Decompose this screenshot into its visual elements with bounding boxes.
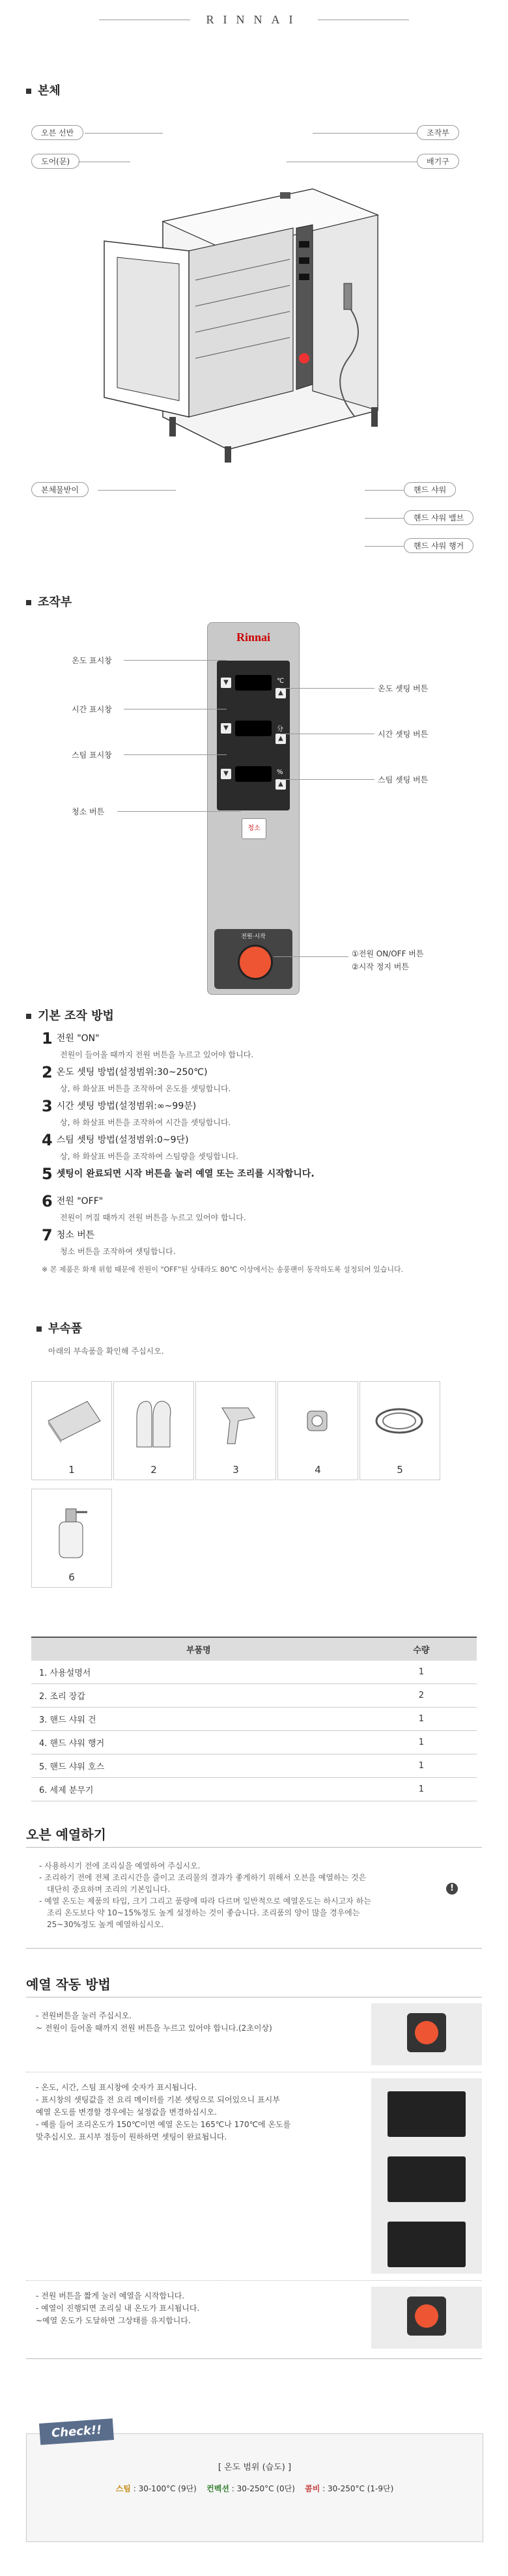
check-combi-value: : 30-250°C (1-9단): [320, 2484, 394, 2493]
table-row: [31, 1778, 477, 1801]
step-title: 스팀 셋팅 방법(설정범위:0~9단): [56, 1135, 189, 1145]
cell-qty: 1: [366, 1708, 477, 1731]
leader-line: [274, 956, 348, 957]
section-bullet: [26, 89, 31, 94]
panel-logo: Rinnai: [236, 631, 271, 644]
leader-line: [365, 546, 404, 547]
header-quantity: 수량: [366, 1637, 477, 1661]
operation-line: - 예열이 진행되면 조리실 내 온도가 표시됩니다.: [36, 2304, 200, 2313]
leader-line: [313, 133, 417, 134]
step-6: [42, 1192, 246, 1223]
step-7: [42, 1226, 176, 1257]
operation-image-start: [371, 2287, 482, 2349]
accessory-number: 2: [150, 1464, 157, 1476]
operation-step-1: [36, 2010, 361, 2035]
glove-icon: [114, 1382, 193, 1460]
divider: [26, 1948, 482, 1949]
callout-oven-shelf: 오븐 선반: [31, 125, 83, 140]
panel-display-area: [217, 661, 290, 810]
cell-qty: 1: [366, 1778, 477, 1801]
start-mini-button[interactable]: [415, 2304, 438, 2328]
check-conv-value: : 30-250°C (0단): [229, 2484, 295, 2493]
steam-unit: %: [277, 769, 283, 776]
step-title: 시간 셋팅 방법(설정범위:∞~99분): [56, 1101, 197, 1111]
check-ranges: [27, 2483, 483, 2494]
table-row: [31, 1708, 477, 1731]
oven-illustration: [98, 111, 410, 463]
operation-line: - 전원 버튼을 짧게 눌러 예열을 시작합니다.: [36, 2291, 185, 2300]
leader-line: [117, 811, 241, 812]
leader-line: [85, 133, 163, 134]
step-2: [42, 1063, 231, 1094]
check-title: [ 온도 범위 (습도) ]: [218, 2463, 292, 2472]
label-steam-button: 스팀 셋팅 버튼: [378, 775, 429, 784]
operation-step-3: [36, 2290, 361, 2327]
steam-down-button[interactable]: ▼: [221, 769, 231, 779]
step-title: 셋팅이 완료되면 시작 버튼을 눌러 예열 또는 조리를 시작합니다.: [56, 1169, 315, 1179]
callout-door: 도어(문): [31, 154, 79, 169]
hose-icon: [360, 1382, 440, 1460]
power-mini-button[interactable]: [415, 2021, 438, 2044]
step-sub: 청소 버튼을 조작하여 셋팅합니다.: [60, 1247, 176, 1256]
section-operation-title: 예열 작동 방법: [26, 1977, 111, 1992]
accessory-1: [31, 1381, 112, 1480]
cell-part: 2. 조리 장갑: [31, 1684, 366, 1708]
accessory-6: [31, 1489, 112, 1588]
table-row: [31, 1731, 477, 1754]
power-button[interactable]: [238, 945, 273, 980]
accessories-subtitle: 아래의 부속품을 확인해 주십시오.: [48, 1347, 164, 1356]
preheat-line: 25~30%정도 높게 예열하십시오.: [47, 1920, 164, 1929]
section-bullet: [36, 1326, 42, 1332]
check-badge: Check!!: [39, 2418, 114, 2445]
steam-display: [235, 766, 272, 782]
power-area: [214, 929, 292, 989]
cell-part: 6. 세제 분무기: [31, 1778, 366, 1801]
operation-line: 맞추십시오. 표시부 점등이 원하하면 셋팅이 완료됩니다.: [36, 2132, 227, 2141]
cell-part: 5. 핸드 샤워 호스: [31, 1754, 366, 1778]
table-header-row: [31, 1637, 477, 1661]
accessory-number: 1: [68, 1464, 75, 1476]
cell-qty: 1: [366, 1754, 477, 1778]
accessory-4: [277, 1381, 358, 1480]
accessory-3: [195, 1381, 276, 1480]
step-number: 1: [42, 1029, 53, 1048]
display-mini-2: [388, 2156, 466, 2202]
table-row: [31, 1754, 477, 1778]
step-sub: 상, 하 화살표 버튼을 조작하여 온도를 셋팅합니다.: [60, 1084, 231, 1093]
accessory-number: 4: [315, 1464, 321, 1476]
check-steam-value: : 30-100°C (9단): [130, 2484, 197, 2493]
label-time-button: 시간 셋팅 버튼: [378, 730, 429, 739]
step-sub: 상, 하 화살표 버튼을 조작하여 스팀량을 셋팅합니다.: [60, 1152, 238, 1161]
operation-line: - 전원버튼을 눌러 주십시오.: [36, 2011, 132, 2020]
step-number: 4: [42, 1131, 53, 1149]
step-3: [42, 1097, 231, 1128]
cell-part: 1. 사용설명서: [31, 1661, 366, 1684]
step-title: 온도 셋팅 방법(설정범위:30~250℃): [56, 1067, 208, 1078]
leader-line: [365, 518, 404, 519]
hanger-icon: [278, 1382, 358, 1460]
step-number: 5: [42, 1165, 53, 1183]
step-number: 6: [42, 1192, 53, 1210]
preheat-text: [39, 1860, 417, 1930]
callout-hand-shower: 핸드 샤워: [404, 482, 456, 497]
divider: [26, 2280, 482, 2281]
cell-qty: 1: [366, 1731, 477, 1754]
operation-line: - 예를 들어 조리온도가 150℃이면 예열 온도는 165℃나 170℃에 온도를: [36, 2120, 291, 2129]
steam-up-button[interactable]: ▲: [275, 779, 286, 790]
callout-control-panel: 조작부: [417, 125, 459, 140]
label-power-onoff: ①전원 ON/OFF 버튼: [352, 949, 424, 958]
step-5: [42, 1165, 315, 1183]
leader-line: [280, 779, 374, 780]
step-title: 전원 "OFF": [56, 1196, 104, 1207]
label-time-display: 시간 표시창: [72, 705, 112, 714]
section-bullet: [26, 1014, 31, 1019]
power-mini-panel: [407, 2013, 446, 2052]
divider: [26, 2358, 482, 2359]
accessory-number: 5: [397, 1464, 403, 1476]
label-steam-display: 스팀 표시창: [72, 751, 112, 760]
section-accessories-title-text: 부속품: [48, 1322, 83, 1336]
table-row: [31, 1661, 477, 1684]
start-mini-panel: [407, 2297, 446, 2336]
step-4: [42, 1131, 238, 1162]
manual-icon: [32, 1382, 111, 1460]
step-number: 2: [42, 1063, 53, 1081]
operation-image-power: [371, 2003, 482, 2065]
power-label: 전원·시작: [241, 934, 266, 940]
callout-hand-shower-hanger: 핸드 샤워 행거: [404, 538, 473, 553]
time-unit: 分: [277, 726, 283, 733]
operation-line: ~예열 온도가 도달하면 그상태를 유지합니다.: [36, 2316, 191, 2325]
accessory-number: 3: [233, 1464, 239, 1476]
spray-bottle-icon: [32, 1489, 111, 1567]
basic-note: ※ 본 제품은 화재 위험 때문에 전원이 "OFF"된 상태라도 80℃ 이상에서는 송풍팬이 동작하도록 설정되어 있습니다.: [42, 1265, 404, 1274]
accessory-5: [360, 1381, 440, 1480]
divider: [26, 1847, 482, 1848]
operation-image-displays: [371, 2078, 482, 2274]
temp-down-button[interactable]: ▼: [221, 678, 231, 688]
step-sub: 전원이 들어올 때까지 전원 버튼을 누르고 있어야 합니다.: [60, 1050, 254, 1059]
section-accessories-title: [36, 1319, 82, 1336]
step-title: 전원 "ON": [56, 1033, 100, 1044]
time-down-button[interactable]: ▼: [221, 723, 231, 734]
parts-table: [31, 1637, 477, 1801]
leader-line: [124, 754, 227, 755]
temp-unit: ℃: [277, 678, 285, 685]
section-control-title: [26, 593, 72, 610]
warning-icon: !: [446, 1883, 458, 1895]
label-start-stop: ②시작 정지 버튼: [352, 962, 409, 971]
section-preheat-title: 오븐 예열하기: [26, 1827, 106, 1842]
check-box: [26, 2423, 483, 2542]
operation-line: - 온도, 시간, 스팀 표시창에 숫자가 표시됩니다.: [36, 2083, 197, 2092]
spray-gun-icon: [196, 1382, 275, 1460]
clean-button[interactable]: 청소: [242, 818, 266, 839]
section-body-title: [26, 81, 61, 98]
label-temp-display: 온도 표시창: [72, 656, 112, 665]
callout-exhaust: 배기구: [417, 154, 459, 169]
operation-step-2: [36, 2082, 361, 2143]
temp-display: [235, 675, 272, 691]
time-display: [235, 721, 272, 736]
preheat-line: - 사용하시기 전에 조리실을 예열하여 주십시오.: [39, 1861, 201, 1870]
display-mini-1: [388, 2091, 466, 2137]
preheat-line: - 예열 온도는 제품의 타입, 크기 그리고 품량에 따라 다르며 일반적으로 예열온도는 하시고자 하는: [39, 1896, 371, 1906]
step-sub: 상, 하 화살표 버튼을 조작하여 시간을 셋팅합니다.: [60, 1118, 231, 1127]
callout-hand-shower-valve: 핸드 샤워 밸브: [404, 510, 473, 525]
operation-line: ~ 전원이 들어올 때까지 전원 버튼을 누르고 있어야 합니다.(2초이상): [36, 2024, 272, 2033]
leader-line: [124, 660, 227, 661]
operation-line: 예열 온도를 변경할 경우에는 설정값을 변경하십시오.: [36, 2108, 217, 2117]
section-basic-title: [26, 1007, 114, 1023]
accessory-2: [113, 1381, 194, 1480]
step-sub: 전원이 꺼질 때까지 전원 버튼을 누르고 있어야 합니다.: [60, 1213, 246, 1222]
check-steam-label: 스팀: [115, 2484, 131, 2493]
preheat-line: - 조리하기 전에 전체 조리시간을 줄이고 조리물의 결과가 좋게하기 위해서 오븐을 예열하는 것은: [39, 1873, 367, 1882]
cell-qty: 1: [366, 1661, 477, 1684]
check-combi-label: 콤비: [305, 2484, 320, 2493]
preheat-line: 대단히 중요하며 조리의 기본입니다.: [47, 1885, 171, 1894]
step-number: 3: [42, 1097, 53, 1115]
cell-qty: 2: [366, 1684, 477, 1708]
accessory-number: 6: [68, 1571, 75, 1583]
time-up-button[interactable]: ▲: [275, 734, 286, 744]
section-body-title-text: 본체: [38, 84, 61, 98]
brand-header: [0, 13, 508, 27]
preheat-line: 조리 온도보다 약 10~15%정도 높게 설정하는 것이 좋습니다. 조리품의 양이 많을 경우에는: [47, 1908, 360, 1917]
table-row: [31, 1684, 477, 1708]
cell-part: 4. 핸드 샤워 행거: [31, 1731, 366, 1754]
leader-line: [365, 490, 404, 491]
section-basic-title-text: 기본 조작 방법: [38, 1009, 114, 1023]
control-panel: [207, 622, 300, 995]
callout-drip-tray: 본체물받이: [31, 482, 89, 497]
leader-line: [280, 688, 374, 689]
display-mini-3: [388, 2222, 466, 2267]
operation-line: - 표시창의 셋팅값을 전 요리 메이터를 기본 셋팅으로 되어있으니 표시부: [36, 2095, 280, 2104]
section-bullet: [26, 600, 31, 605]
label-clean-button: 청소 버튼: [72, 807, 105, 816]
step-title: 청소 버튼: [56, 1230, 95, 1240]
step-1: [42, 1029, 253, 1060]
leader-line: [98, 490, 176, 491]
header-part-name: 부품명: [31, 1637, 366, 1661]
section-control-title-text: 조작부: [38, 595, 72, 609]
temp-up-button[interactable]: ▲: [275, 688, 286, 698]
check-conv-label: 컨벡션: [206, 2484, 229, 2493]
step-number: 7: [42, 1226, 53, 1244]
label-temp-button: 온도 셋팅 버튼: [378, 684, 429, 693]
cell-part: 3. 핸드 샤워 건: [31, 1708, 366, 1731]
brand-name: RINNAI: [206, 13, 302, 26]
